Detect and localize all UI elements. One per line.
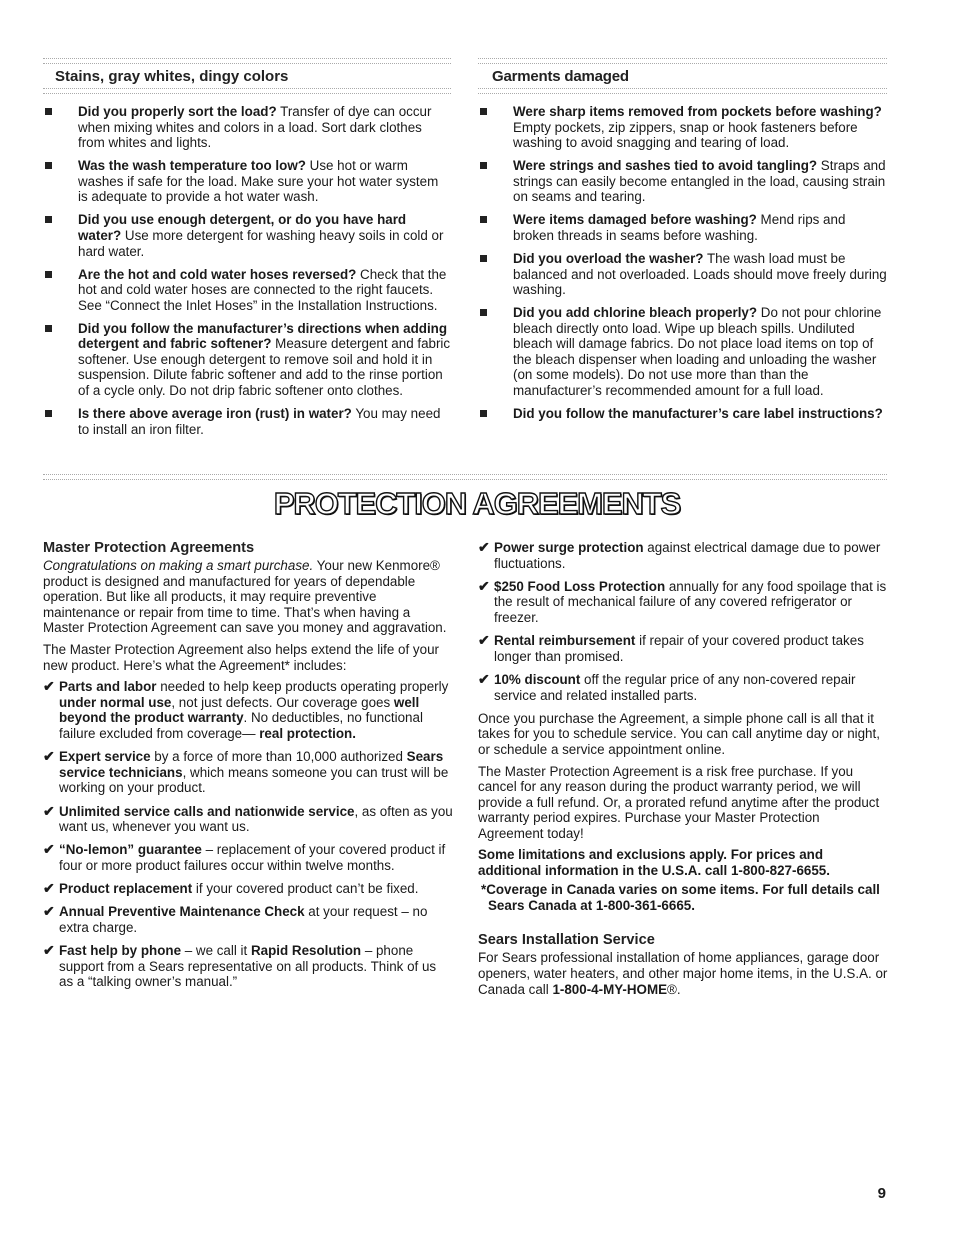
square-bullet-icon [45, 271, 52, 278]
checkmark-icon: ✔ [478, 632, 490, 649]
checkmark-icon: ✔ [478, 670, 490, 687]
installation-heading: Sears Installation Service [478, 932, 655, 949]
checkmark-icon: ✔ [43, 748, 55, 765]
garments-section [478, 58, 887, 429]
list-item [478, 406, 887, 422]
garments-heading: Garments damaged [492, 68, 629, 85]
list-item [478, 212, 887, 243]
benefit-bold-text: Fast help by phone [59, 943, 182, 959]
garments-list [478, 104, 887, 422]
question-text: Did you follow the manufacturer’s care label instructions? [513, 406, 883, 422]
question-text: Are the hot and cold water hoses reversed? [78, 266, 357, 282]
answer-text: Transfer of dye can occur when mixing whites and colors in a load. Sort dark clothes from whites and lights. [78, 104, 432, 151]
installation-end: ®. [667, 981, 681, 997]
benefit-item [43, 679, 453, 741]
stains-list [43, 104, 451, 437]
list-item [478, 251, 887, 298]
list-item [43, 321, 451, 399]
square-bullet-icon [45, 162, 52, 169]
answer-text: Empty pockets, zip zippers, snap or hook fasteners before washing to avoid snagging and tearing of load. [513, 119, 858, 151]
benefit-text: , not just defects. Our coverage goes [171, 694, 394, 710]
section-divider [43, 88, 451, 94]
mpa-left-column [43, 540, 453, 997]
square-bullet-icon [45, 325, 52, 332]
square-bullet-icon [480, 108, 487, 115]
page-divider [43, 474, 887, 480]
question-text: Were sharp items removed from pockets before washing? [513, 104, 882, 119]
benefit-bold-text: Rental reimbursement [494, 633, 636, 649]
benefit-item [478, 579, 888, 626]
checkmark-icon: ✔ [43, 841, 55, 858]
question-text: Was the wash temperature too low? [78, 158, 306, 174]
benefit-bold-text: Power surge protection [494, 540, 644, 555]
checkmark-icon: ✔ [478, 539, 490, 555]
question-text: Did you follow the manufacturer’s directions when adding detergent and fabric softener? [78, 320, 448, 352]
benefit-item [43, 804, 453, 835]
square-bullet-icon [45, 216, 52, 223]
intro-italic: Congratulations on making a smart purchase. [43, 558, 314, 573]
mpa-benefits-list-2 [478, 540, 888, 703]
benefit-text: – phone support from a Sears representative on all products. Think of us as a “talking owner’s manual.” [59, 943, 437, 990]
checkmark-icon: ✔ [43, 942, 55, 959]
benefit-bold-text: Sears service technicians [59, 749, 444, 780]
mpa-benefits-list [43, 679, 453, 990]
answer-text: Check that the hot and cold water hoses are connected to the right faucets. See “Connect the Inlet Hoses” in the Installation Instructions. [78, 266, 447, 313]
list-item [43, 104, 451, 151]
answer-text: The wash load must be balanced and not overloaded. Loads should move freely during washing. [513, 250, 887, 298]
answer-text: Use hot or warm washes if safe for the load. Make sure your hot water system is adequate to provide a hot water wash. [78, 158, 439, 205]
square-bullet-icon [480, 255, 487, 262]
benefit-text: , as often as you want us, whenever you want us. [59, 803, 453, 835]
question-text: Were strings and sashes tied to avoid tangling? [513, 158, 818, 174]
benefit-text: needed to help keep products operating properly [156, 679, 449, 695]
list-item [43, 406, 451, 437]
benefit-text: . No deductibles, no functional failure excluded from coverage— [59, 710, 423, 741]
page-title: PROTECTION AGREEMENTS [273, 486, 681, 521]
benefit-item [43, 881, 453, 897]
installation-body: For Sears professional installation of home appliances, garage door openers, water heaters, and other major home items, in the U.S.A. or Canada call [478, 950, 888, 997]
list-item [478, 104, 887, 151]
canada-notice: *Coverage in Canada varies on some items. For full details call Sears Canada at 1-800-361-6665. [481, 882, 880, 914]
benefit-text: if repair of your covered product takes longer than promised. [494, 633, 864, 664]
benefit-text: – we call it [181, 943, 251, 959]
benefit-item [43, 943, 453, 990]
stains-heading: Stains, gray whites, dingy colors [55, 68, 289, 85]
square-bullet-icon [480, 309, 487, 316]
list-item [478, 158, 887, 205]
answer-text: Do not pour chlorine bleach directly onto load. Wipe up bleach spills. Undiluted bleach will damage fabrics. Do not place load items on top of the bleach dispenser when loading and unloading the washer (on some models). Do not use more than than the manufacturer’s recommended amount for a full load. [513, 305, 882, 399]
benefit-bold-text: 10% discount [494, 671, 581, 687]
square-bullet-icon [45, 410, 52, 417]
square-bullet-icon [480, 410, 487, 417]
section-divider [43, 58, 451, 64]
benefit-bold-text: Rapid Resolution [250, 943, 362, 959]
benefit-bold-text: Product replacement [59, 881, 193, 897]
list-item [478, 305, 887, 399]
benefit-text: annually for any food spoilage that is the result of mechanical failure of any covered refrigerator or freezer. [494, 578, 887, 625]
limitations-notice: Some limitations and exclusions apply. For prices and additional information in the U.S.A. call 1-800-827-6655. [478, 847, 830, 879]
mpa-intro-2: The Master Protection Agreement also helps extend the life of your new product. Here’s what the Agreement* includes: [43, 641, 439, 673]
installation-phone: 1-800-4-MY-HOME [552, 981, 668, 997]
answer-text: Straps and strings can easily become entangled in the load, causing strain on seams and tearing. [513, 158, 886, 205]
square-bullet-icon [480, 216, 487, 223]
benefit-text: by a force of more than 10,000 authorized [150, 749, 407, 765]
question-text: Did you overload the washer? [513, 250, 704, 266]
question-text: Did you properly sort the load? [78, 104, 277, 119]
mpa-heading: Master Protection Agreements [43, 540, 255, 556]
benefit-bold-text: $250 Food Loss Protection [494, 578, 666, 594]
section-divider [478, 88, 887, 94]
benefit-item [43, 842, 453, 873]
mpa-intro [43, 558, 453, 636]
stains-section [43, 58, 451, 445]
installation-text [478, 950, 888, 997]
benefit-item [478, 633, 888, 664]
list-item [43, 212, 451, 259]
answer-text: You may need to install an iron filter. [78, 406, 441, 437]
benefit-item [478, 672, 888, 703]
question-text: Is there above average iron (rust) in water? [78, 406, 352, 422]
list-item [43, 158, 451, 205]
square-bullet-icon [480, 162, 487, 169]
benefit-text: – replacement of your covered product if four or more product failures occur within twelve months. [59, 842, 446, 873]
benefit-item [43, 749, 453, 796]
checkmark-icon: ✔ [43, 802, 55, 819]
benefit-item [478, 540, 888, 571]
benefit-bold-text: under normal use [59, 694, 172, 710]
benefit-text: against electrical damage due to power fluctuations. [494, 540, 881, 571]
checkmark-icon: ✔ [478, 577, 490, 594]
benefit-item [43, 904, 453, 935]
benefit-bold-text: Unlimited service calls and nationwide service [59, 803, 355, 819]
checkmark-icon: ✔ [43, 880, 55, 897]
benefit-text: if your covered product can’t be fixed. [192, 881, 419, 897]
section-divider [478, 58, 887, 64]
answer-text: Use more detergent for washing heavy soils in cold or hard water. [78, 227, 444, 259]
checkmark-icon: ✔ [43, 678, 55, 695]
square-bullet-icon [45, 108, 52, 115]
intro-text: Your new Kenmore® product is designed and manufactured for years of dependable operation. But like all products, it may require preventive maintenance or repair from time to time. That’s when having a Master Protection Agreement can save you money and aggravation. [43, 558, 447, 636]
question-text: Did you use enough detergent, or do you have hard water? [78, 212, 407, 243]
benefit-text: at your request – no extra charge. [59, 904, 428, 935]
benefit-bold-text: “No-lemon” guarantee [59, 842, 202, 858]
question-text: Did you add chlorine bleach properly? [513, 305, 758, 321]
answer-text: Mend rips and broken threads in seams before washing. [513, 212, 846, 243]
list-item [43, 267, 451, 314]
mpa-right-column [478, 540, 888, 1003]
benefit-text: , which means someone you can trust will be working on your product. [59, 764, 449, 796]
phone-paragraph: Once you purchase the Agreement, a simple phone call is all that it takes for you to schedule service. You can call anytime day or night, or schedule a service appointment online. [478, 710, 880, 757]
checkmark-icon: ✔ [43, 903, 55, 920]
page-number: 9 [877, 1185, 886, 1202]
answer-text: Measure detergent and fabric softener. Use enough detergent to remove soil and hold it in suspension. Dilute fabric softener and add to the rinse portion of a cycle only. Do not drip fabric softener onto clothes. [78, 336, 451, 399]
benefit-bold-text: Annual Preventive Maintenance Check [59, 904, 305, 920]
benefit-bold-text: Expert service [59, 749, 151, 765]
question-text: Were items damaged before washing? [513, 212, 757, 228]
benefit-bold-text: Parts and labor [59, 679, 157, 695]
benefit-text: off the regular price of any non-covered repair service and related installed parts. [494, 671, 856, 703]
benefit-bold-text: real protection. [259, 725, 356, 741]
benefit-bold-text: well beyond the product warranty [59, 694, 420, 726]
riskfree-paragraph: The Master Protection Agreement is a risk free purchase. If you cancel for any reason during the product warranty period, we will provide a full refund. Or, a prorated refund anytime after the product warranty period expires. Purchase your Master Protection Agreement today! [478, 763, 880, 841]
